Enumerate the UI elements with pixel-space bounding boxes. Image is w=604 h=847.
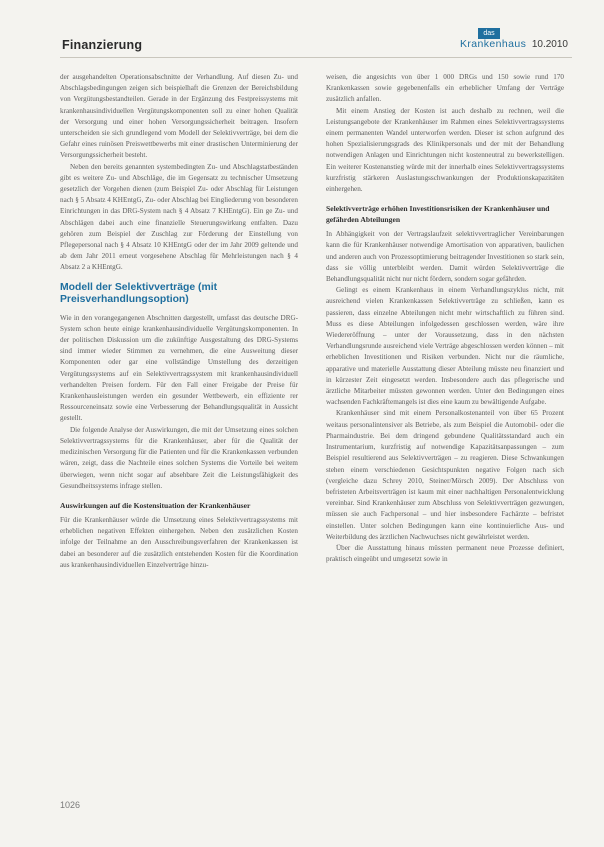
- logo-das-box: das: [478, 28, 500, 39]
- section-heading: Modell der Selektivverträge (mit Preisverhandlungsoption): [60, 281, 218, 306]
- paragraph: Neben den bereits genannten systembedingten Zu- und Abschlagstatbeständen gibt es weitere Zu- und Abschläge, die im Gegensatz zu technischer Umsetzung gesetzlich der Vorgehen dienen (zum Beispiel Zu- oder Abschlag für Leistungen nach § 5 Absatz 4 KHEntgG, Zu- oder Abschlag bei Eingliederung von besonderen Einrichtungen in das DRG-System nach § 4 Absatz 7 KHEntgG). Ein ge Zu- und Abschlägen dabei auch eine finanzielle Steuerungswirkung entfalten. Dazu gehören zum Beispiel der Zuschlag zur Förderung der Einstellung von Pflegepersonal nach § 4 Absatz 10 KHEntgG oder der im Jahr 2009 geltende und ab dem Jahr 2011 erneut vorgesehene Abschlag für Mehrleistungen nach § 4 Absatz 2 a KHEntgG.: [60, 162, 298, 272]
- subheading: Auswirkungen auf die Kostensituation der Krankenhäuser: [60, 500, 251, 510]
- page-number: 1026: [60, 800, 81, 810]
- left-column: [60, 72, 298, 571]
- right-column: [326, 72, 564, 565]
- paragraph: weisen, die angesichts von über 1 000 DRGs und 150 sowie rund 170 Krankenkassen sowie gegebenenfalls ein erheblicher Umfang der Verträge zusätzlich anfallen.: [326, 73, 564, 104]
- paragraph: Mit einem Anstieg der Kosten ist auch deshalb zu rechnen, weil die Leistungsangebote der Krankenhäuser im Rahmen eines Selektivvertragssystems einem permanenten Wandel unterworfen werden. Dieser ist schon aufgrund des hohen Spezialisierungsgrads des Klinikpersonals und der mit der Behandlung notwendigen Anlagen und Einrichtungen nicht kostenneutral zu bewerkstelligen. Ein weiterer Kostenanstieg würde mit der innerhalb eines Selektivvertragssystems kurzfristig stärkeren Auslastungsschwankungen der Produktionskapazitäten einhergehen.: [326, 106, 564, 194]
- issue-number: 10.2010: [531, 39, 568, 50]
- paragraph: Wie in den vorangegangenen Abschnitten dargestellt, umfasst das deutsche DRG-System schon heute einige krankenhausindividuelle Vergütungskomponenten. In der politischen Diskussion um die zukünftige Ausgestaltung des DRG-Systems sind immer wieder Stimmen zu vernehmen, die eine Ausweitung dieser Komponenten oder gar eine vollständige Umstellung des derzeitigen Vergütungssystems auf ein Selektivvertragssystem mit krankenhausindividuell verhandelten Preisen fordern. Für den Fall einer Freigabe der Preise für Krankenhausleistungen werden ein gesunder Wettbewerb, ein effiziente rer Ressourceneinsatz sowie eine Verbesserung der Behandlungsqualität in Aussicht gestellt.: [60, 313, 298, 423]
- paragraph: Krankenhäuser sind mit einem Personalkostenanteil von über 65 Prozent weitaus personalintensiver als Betriebe, als zum Beispiel die Automobil- oder die Pharmaindustrie. Bei dem dringend gebundene Qualitätsstandard auch ein Instrumentarium, kurzfristig auf notwendige Kapazitätsanpassungen – zum Beispiel resultierend aus Selektivverträgen – zu reagieren. Diese Schwankungen stehen einem verschiedenen Gesichtspunkten negative Folgen nach sich (vergleiche dazu Schrey 2010, Steiner/Mörsch 2009). Der Abschluss von befristeten Arbeitsverträgen ist kaum mit einer nachhaltigen Personalentwicklung vereinbar. Sind Krankenhäuser zum Abschluss von Selektivverträgen gezwungen, müssen sie auch Fachpersonal – und hier insbesondere Fachärzte – befristet einstellen. Unter solchen Bedingungen kann eine kontinuierliche Aus- und Weiterbildung des ärztlichen Nachwuchses nicht gewährleistet werden.: [326, 409, 564, 541]
- page-header: [60, 30, 570, 56]
- paragraph: Gelingt es einem Krankenhaus in einem Verhandlungszyklus nicht, mit ausreichend vielen Krankenkassen Selektivverträge zu schließen, kann es passieren, dass einzelne Abteilungen nicht mehr wirtschaftlich zu führen sind. Muss es diese Abteilungen infolgedessen geschlossen werden, wäre ihre Wiedereröffnung – unter der Voraussetzung, dass in den nächsten Verhandlungsrunde ausreichend viele Verträge abgeschlossen werden können – mit erheblichen Investitionen und Risiken verbunden. Nicht nur die räumliche, apparative und materielle Ausstattung dieser Abteilung müsste neu finanziert und in kürzester Zeit eingesetzt werden. Insbesondere auch das pflegerische und ärztliche Mitarbeiter müssten gewonnen werden. Unter den Bedingungen eines wachsenden Fachkräftemangels ist dies eine kaum zu bewältigende Aufgabe.: [326, 286, 564, 407]
- header-divider: [60, 57, 572, 58]
- paragraph: Für die Krankenhäuser würde die Umsetzung eines Selektivvertragssystems mit erheblichen negativen Effekten einhergehen. Neben den zusätzlichen Kosten infolge der Teilnahme an den Ausschreibungsverfahren der Krankenkassen ist dabei an besonderer auf die zusätzlich entstehenden Kosten für die Koordination aus krankenhausindividuellen Einzelverträge hinzu-: [60, 515, 298, 569]
- paragraph: Über die Ausstattung hinaus müssten permanent neue Prozesse definiert, praktisch eingeübt und umgesetzt sowie in: [326, 543, 564, 564]
- section-title: Finanzierung: [62, 38, 143, 52]
- paragraph: der ausgehandelten Operationsabschnitte der Verhandlung. Auf diesen Zu- und Abschlagsbedingungen zeigen sich beispielhaft die Grenzen der Bereichsbildung von Vergütungsbestandteilen. Gerade in der Ergänzung des Festpreissystems mit krankenhausindividuellen Vergütungskomponenten soll zu einer hohen Qualität der Versorgung und einer hohen Versorgungssicherheit beitragen. Insofern unterscheiden sie sich grundlegend vom Modell der Selektivverträge, bei dem die Gefahr eines ruinösen Preiswettbewerbs mit einer drastischen Unterminierung der Versorgungssicherheit besteht.: [60, 73, 298, 160]
- subheading: Selektivverträge erhöhen Investitionsrisiken der Krankenhäuser und gefährden Abteilungen: [326, 204, 550, 225]
- logo-wordmark: Krankenhaus: [460, 38, 527, 50]
- paragraph: Die folgende Analyse der Auswirkungen, die mit der Umsetzung eines solchen Selektivvertragssystems für die Krankenhäuser, aber für die Qualität der medizinischen Versorgung für die Patienten und für die Krankenkassen verbunden wären, zeigt, dass die Nachteile eines solchen Systems die Vorteile bei weitem überwiegen, wenn nicht sogar auf absehbare Zeit die Leistungsfähigkeit des Gesundheitssystems infrage stellen.: [60, 425, 298, 490]
- paragraph: In Abhängigkeit von der Vertragslaufzeit selektivvertraglicher Vereinbarungen kann die für Krankenhäuser notwendige Amortisation von apparativen, baulichen und anderen auch von Prozessoptimierung beitragender Investitionen so stark sein, dass sie völlig unterbleibt werden. Damit würden Selektivverträge die Behandlungsqualität nicht nur nicht fördern, sondern sogar gefährden.: [326, 230, 564, 284]
- magazine-logo: [460, 28, 534, 54]
